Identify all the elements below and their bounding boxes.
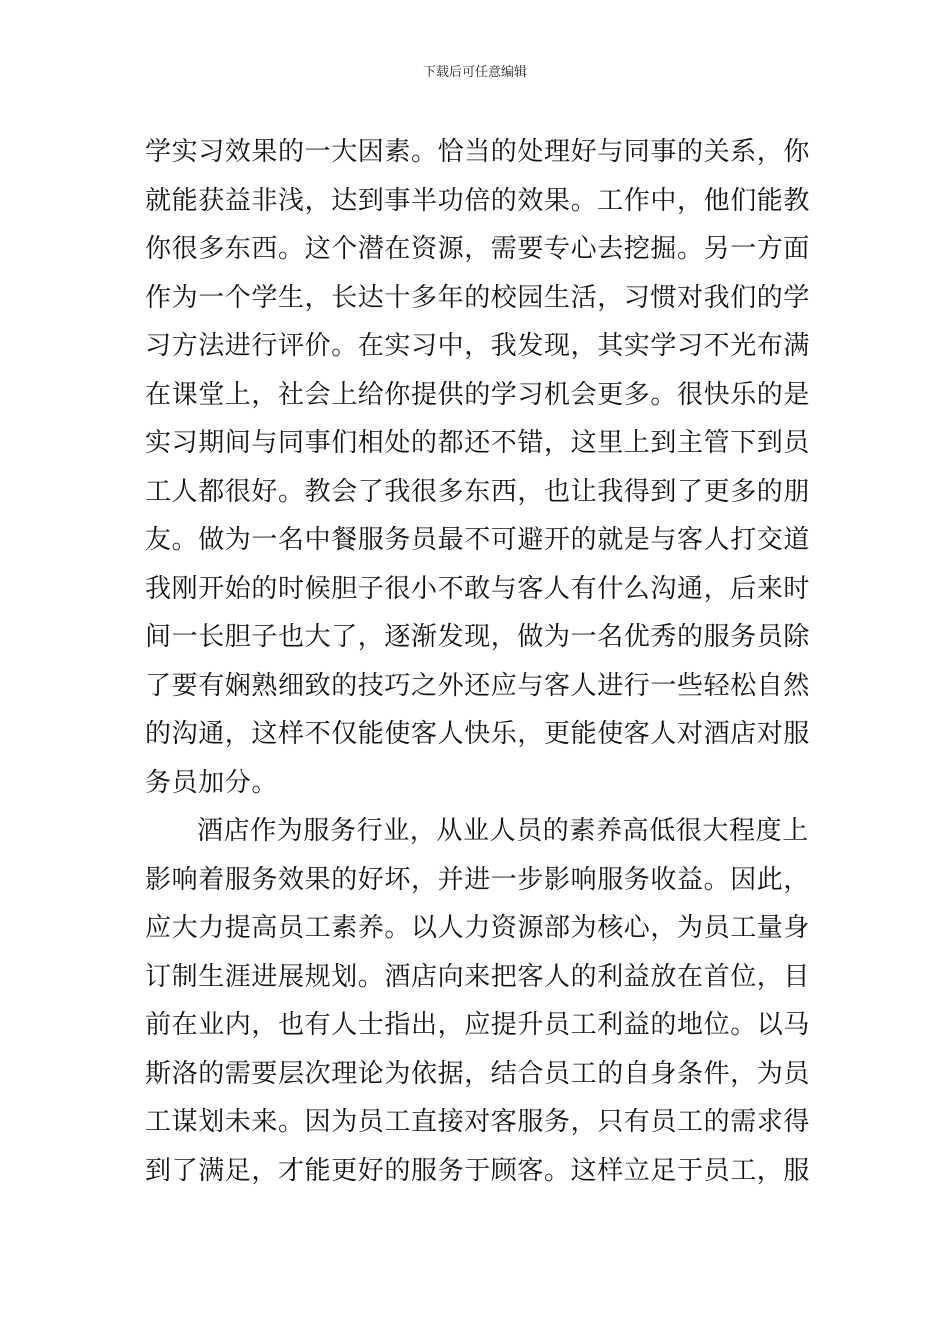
text-line: 你很多东西。这个潜在资源，需要专心去挖掘。另一方面 (145, 234, 811, 264)
paragraph-1 (145, 128, 815, 807)
text-line: 前在业内，也有人士指出，应提升员工利益的地位。以马 (145, 1010, 811, 1040)
text-line: 友。做为一名中餐服务员最不可避开的就是与客人打交道 (145, 525, 811, 555)
text-line: 就能获益非浅，达到事半功倍的效果。工作中，他们能教 (145, 185, 811, 216)
text-line: 务员加分。 (145, 767, 279, 798)
text-line: 学实习效果的一大因素。恰当的处理好与同事的关系，你 (145, 137, 811, 167)
text-line: 的沟通，这样不仅能使客人快乐，更能使客人对酒店对服 (145, 719, 811, 749)
text-line: 应大力提高员工素养。以人力资源部为核心，为员工量身 (145, 913, 811, 943)
text-line: 了要有娴熟细致的技巧之外还应与客人进行一些轻松自然 (145, 670, 811, 701)
paragraph-2 (145, 807, 815, 1195)
text-line: 订制生涯进展规划。酒店向来把客人的利益放在首位，目 (145, 961, 811, 992)
text-line: 酒店作为服务行业，从业人员的素养高低很大程度上 (197, 816, 809, 846)
page-header: 下载后可任意编辑 (422, 65, 527, 80)
text-line: 影响着服务效果的好坏，并进一步影响服务收益。因此， (145, 864, 811, 895)
text-line: 工谋划未来。因为员工直接对客服务，只有员工的需求得 (145, 1107, 811, 1137)
body-text (145, 128, 815, 1195)
text-line: 实习期间与同事们相处的都还不错，这里上到主管下到员 (145, 428, 811, 458)
text-line: 习方法进行评价。在实习中，我发现，其实学习不光布满 (145, 331, 811, 361)
text-line: 我刚开始的时候胆子很小不敢与客人有什么沟通，后来时 (145, 573, 811, 604)
text-line: 在课堂上，社会上给你提供的学习机会更多。很快乐的是 (145, 379, 811, 410)
text-line: 作为一个学生，长达十多年的校园生活，习惯对我们的学 (145, 282, 811, 313)
text-line: 工人都很好。教会了我很多东西，也让我得到了更多的朋 (145, 476, 811, 507)
text-line: 到了满足，才能更好的服务于顾客。这样立足于员工，服 (145, 1155, 811, 1186)
text-line: 间一长胆子也大了，逐渐发现，做为一名优秀的服务员除 (145, 622, 811, 652)
text-line: 斯洛的需要层次理论为依据，结合员工的自身条件，为员 (145, 1058, 811, 1089)
